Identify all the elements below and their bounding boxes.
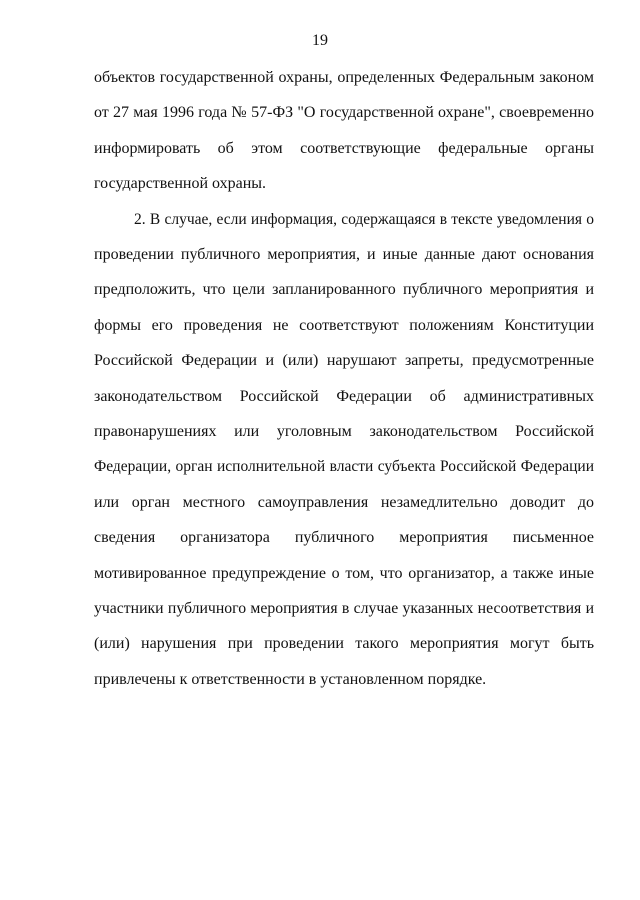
- text-line: проведении публичного мероприятия, и иные данные дают основания: [94, 245, 594, 263]
- text-line: от 27 мая 1996 года № 57-ФЗ "О государственной охране", своевременно: [94, 104, 594, 122]
- text-line: (или) нарушения при проведении такого мероприятия могут быть: [94, 635, 594, 653]
- text-line: сведения организатора публичного мероприятия письменное: [94, 529, 594, 547]
- text-line: 2. В случае, если информация, содержащаяся в тексте уведомления о: [134, 210, 594, 228]
- text-line: предположить, что цели запланированного публичного мероприятия и: [94, 281, 594, 299]
- paragraph-2: [94, 202, 594, 697]
- text-line: правонарушениях или уголовным законодательством Российской: [94, 422, 594, 440]
- text-line: объектов государственной охраны, определенных Федеральным законом: [94, 69, 594, 86]
- text-line: или орган местного самоуправления незамедлительно доводит до: [94, 493, 594, 511]
- text-line: Российской Федерации и (или) нарушают запреты, предусмотренные: [94, 352, 594, 370]
- text-line: Федерации, орган исполнительной власти субъекта Российской Федерации: [94, 458, 594, 476]
- page-number: 19: [312, 32, 328, 49]
- paragraph-continuation: [94, 60, 594, 202]
- text-line: государственной охраны.: [94, 175, 267, 193]
- text-line: участники публичного мероприятия в случае указанных несоответствия и: [94, 599, 594, 617]
- text-line: законодательством Российской Федерации об административных: [94, 387, 594, 405]
- text-line: привлечены к ответственности в установленном порядке.: [94, 670, 487, 688]
- text-line: информировать об этом соответствующие федеральные органы: [94, 139, 594, 157]
- text-line: мотивированное предупреждение о том, что организатор, а также иные: [94, 564, 594, 582]
- text-line: формы его проведения не соответствуют положениям Конституции: [94, 316, 594, 334]
